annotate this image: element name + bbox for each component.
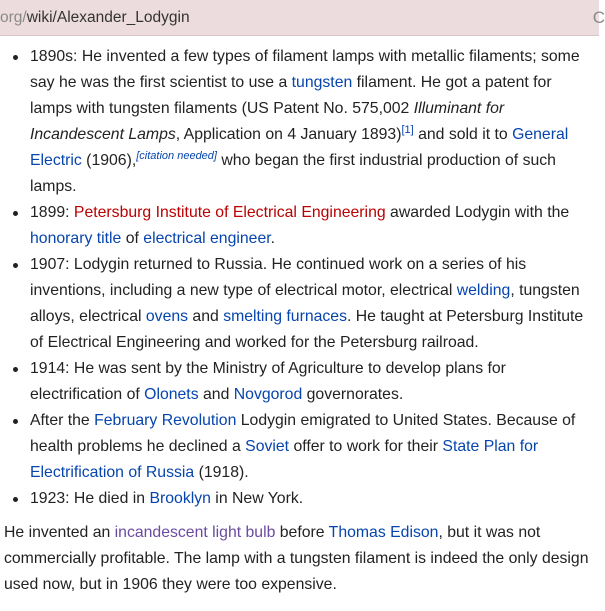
article-content — [0, 44, 599, 598]
link-brooklyn[interactable]: Brooklyn — [149, 490, 211, 507]
text-run: 1890s: He invented a few types of filament lamps with metallic filaments; some say he was the first scientist to use a — [30, 48, 580, 91]
text-run: (1906), — [81, 152, 137, 169]
link-ovens[interactable]: ovens — [145, 308, 189, 325]
text-run: in New York. — [210, 490, 304, 507]
link-general-electric[interactable]: General Electric — [30, 126, 569, 169]
link-soviet[interactable]: Soviet — [245, 438, 290, 455]
text-run: governorates. — [302, 386, 404, 403]
address-bar[interactable] — [0, 0, 605, 36]
text-run: After the — [30, 412, 95, 429]
text-run: before — [275, 524, 329, 541]
text-run: , but it was not commercially profitable. The lamp with a tungsten filament is indeed the only design used now, but in 1906 they were too expensive. — [4, 524, 589, 593]
citation-needed-link[interactable]: [citation needed] — [136, 150, 217, 162]
text-run: and — [198, 386, 234, 403]
text-run: filament. He got a patent for lamps with tungsten filaments (US Patent No. 575,002 — [30, 74, 552, 117]
list-item — [0, 486, 599, 512]
link-incandescent-light-bulb[interactable]: incandescent light bulb — [114, 524, 276, 541]
list-item — [0, 408, 599, 486]
link-honorary-title[interactable]: honorary title — [30, 230, 122, 247]
link-novgorod[interactable]: Novgorod — [233, 386, 303, 403]
text-run: and — [188, 308, 224, 325]
list-item — [0, 200, 599, 252]
link-february-revolution[interactable]: February Revolution — [94, 412, 237, 429]
link-smelting-furnaces[interactable]: smelting furnaces — [223, 308, 347, 325]
link-thomas-edison[interactable]: Thomas Edison — [328, 524, 439, 541]
text-run: 1914: He was sent by the Ministry of Agriculture to develop plans for electrification of — [30, 360, 506, 403]
summary-paragraph — [4, 520, 599, 598]
list-item — [0, 44, 599, 200]
text-run: 1899: — [30, 204, 74, 221]
link-welding[interactable]: welding — [456, 282, 511, 299]
text-run: and sold it to — [413, 126, 513, 143]
text-run: of — [121, 230, 144, 247]
text-run: . — [270, 230, 276, 247]
link-olonets[interactable]: Olonets — [144, 386, 199, 403]
text-run: Lodygin emigrated to United States. Because of health problems he declined a — [30, 412, 576, 455]
reload-icon[interactable]: C — [592, 8, 605, 27]
text-run: offer to work for their — [289, 438, 443, 455]
link-petersburg-institute-of-electrical-engineering[interactable]: Petersburg Institute of Electrical Engineering — [73, 204, 386, 221]
url-text[interactable] — [0, 9, 190, 27]
text-run: . He taught at Petersburg Institute of Electrical Engineering and worked for the Petersburg railroad. — [30, 308, 584, 351]
text-run: , tungsten alloys, electrical — [30, 282, 580, 325]
superscript — [401, 124, 413, 136]
text-run: who began the first industrial production of such lamps. — [30, 152, 556, 195]
italic-text: Illuminant for Incandescent Lamps — [30, 100, 505, 143]
link-tungsten[interactable]: tungsten — [291, 74, 353, 91]
text-run: awarded Lodygin with the — [385, 204, 570, 221]
text-run: 1923: He died in — [30, 490, 150, 507]
text-run: (1918). — [194, 464, 249, 481]
list-item — [0, 252, 599, 356]
link-state-plan-for-electrification-of-russia[interactable]: State Plan for Electrification of Russia — [30, 438, 539, 481]
superscript — [136, 150, 217, 162]
url-path: wiki/Alexander_Lodygin — [26, 9, 190, 26]
events-list — [0, 44, 599, 512]
url-host: org/ — [0, 9, 27, 26]
list-item — [0, 356, 599, 408]
text-run: 1907: Lodygin returned to Russia. He continued work on a series of his inventions, including a new type of electrical motor, electrical — [30, 256, 527, 299]
text-run: He invented an — [4, 524, 115, 541]
text-run: , Application on 4 January 1893) — [175, 126, 402, 143]
link-electrical-engineer[interactable]: electrical engineer — [143, 230, 271, 247]
reference-link[interactable]: [1] — [401, 124, 414, 136]
